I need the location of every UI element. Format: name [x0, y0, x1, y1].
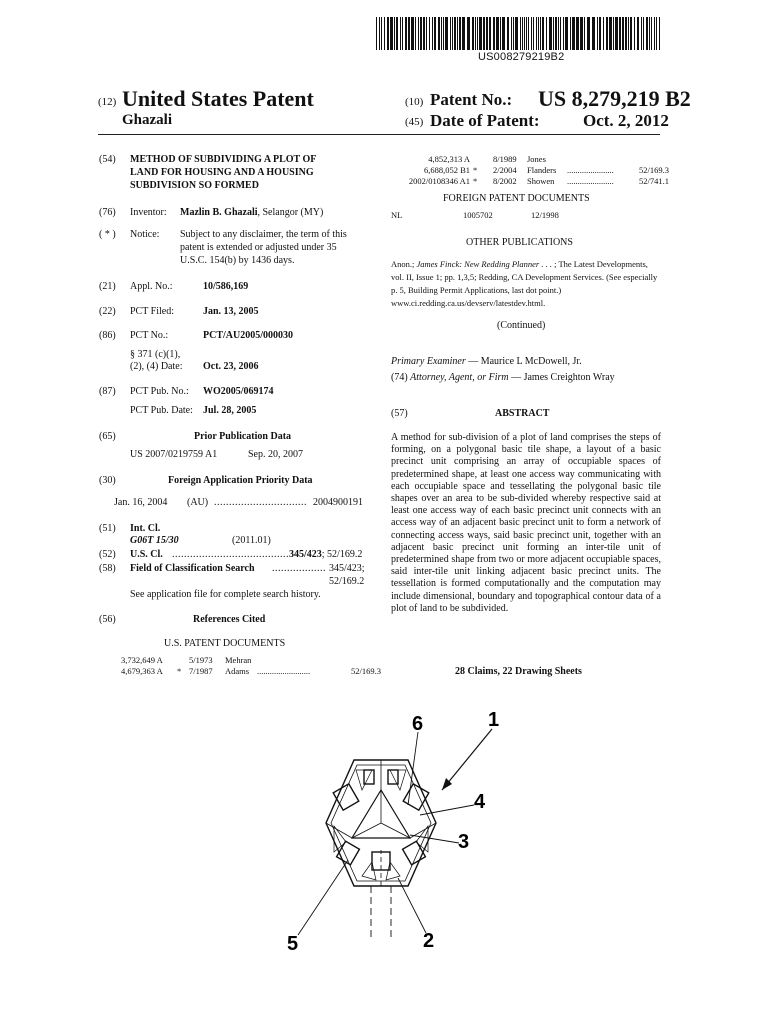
- inventor-surname: Ghazali: [122, 112, 173, 128]
- inventor-name: Mazlin B. Ghazali: [180, 207, 258, 218]
- barcode-bar: [643, 17, 644, 50]
- section-371-date: Oct. 23, 2006: [203, 361, 259, 372]
- us-cl-dots: .......................................: [172, 549, 289, 560]
- barcode-bar: [511, 17, 512, 50]
- barcode-bar: [429, 17, 430, 50]
- barcode-bar: [489, 17, 491, 50]
- barcode-bar: [597, 17, 598, 50]
- barcode-bar: [659, 17, 660, 50]
- barcode-bar: [649, 17, 650, 50]
- barcode-bar: [402, 17, 403, 50]
- field-search-dots: ..................: [272, 563, 326, 574]
- prior-pub-date: Sep. 20, 2007: [248, 449, 303, 460]
- barcode-bar: [507, 17, 509, 50]
- barcode-bar: [454, 17, 456, 50]
- barcode-bar: [641, 17, 642, 50]
- pct-filed-value: Jan. 13, 2005: [203, 306, 259, 317]
- us-cl-primary: 345/423: [289, 549, 322, 560]
- other-pub-title: James Finck: New Redding Planner . . .: [416, 259, 555, 269]
- abstract-body: A method for sub-division of a plot of land comprises the steps of forming, on a polygonal basic tile shape, a layout of a basic precinct unit comprising an array of occupiable spaces of predetermined shape, at least one access way communicating with each occupiable space and tessellating the polygonal basic tile shapes over an area to be sub-divided whereby respective said at least one access way of each basic precinct unit connects with an access way of an adjacent basic precinct unit to form a network of connecting access ways, said basic precinct unit, together with an adjacent basic precinct unit forming an inter-tile unit of predetermined shape from two or more adjacent occupiable spaces, said inter-tile unit linking adjacent basic precinct units. The tessellation is formed computationally and the computation may include dimensional, boundary and topographical contour data of a plot of land to be subdivided.: [391, 432, 661, 614]
- barcode-bar: [572, 17, 575, 50]
- barcode-bar: [622, 17, 624, 50]
- barcode-bar: [387, 17, 389, 50]
- appl-no-label: Appl. No.:: [130, 281, 173, 292]
- barcode-bar: [546, 17, 547, 50]
- int-cl-label: Int. Cl.: [130, 523, 161, 534]
- inid-56: (56): [99, 614, 116, 625]
- foreign-country: NL: [391, 210, 403, 220]
- inid-86: (86): [99, 330, 116, 341]
- inid-58: (58): [99, 563, 116, 574]
- barcode-bar: [531, 17, 532, 50]
- hatch-corner: [386, 862, 400, 880]
- barcode-bar: [570, 17, 571, 50]
- priority-date: Jan. 16, 2004: [114, 497, 168, 508]
- barcode-bar: [502, 17, 505, 50]
- foreign-number: 1005702: [463, 210, 493, 220]
- ref-number: 3,732,649 A: [121, 655, 163, 665]
- barcode-bar: [522, 17, 523, 50]
- barcode-bar: [558, 17, 559, 50]
- representative-drawing: [240, 700, 520, 990]
- notice-line-1: Subject to any disclaimer, the term of this: [180, 229, 347, 240]
- notice-code: ( * ): [99, 229, 116, 240]
- ref-dots: ......................: [567, 176, 614, 186]
- primary-examiner: [391, 356, 582, 367]
- figure-label: 1: [488, 709, 500, 731]
- pct-pub-date-value: Jul. 28, 2005: [203, 405, 257, 416]
- examiner-label: Primary Examiner: [391, 356, 466, 367]
- inventor-place: , Selangor (MY): [257, 207, 324, 218]
- figure-label: 3: [458, 831, 470, 853]
- inid-12: (12): [98, 96, 117, 108]
- inid-21: (21): [99, 281, 116, 292]
- barcode-bar: [528, 17, 529, 50]
- pct-filed-label: PCT Filed:: [130, 306, 174, 317]
- pct-no-label: PCT No.:: [130, 330, 169, 341]
- inid-45: (45): [405, 116, 424, 128]
- barcode-bar: [418, 17, 419, 50]
- section-371-line-1: § 371 (c)(1),: [130, 349, 181, 360]
- barcode-bar: [376, 17, 377, 50]
- hatch-corner: [416, 826, 428, 852]
- barcode-bar: [445, 17, 448, 50]
- prior-pub-number: US 2007/0219759 A1: [130, 449, 218, 460]
- barcode-bar: [500, 17, 501, 50]
- notice-line-2: patent is extended or adjusted under 35: [180, 242, 337, 253]
- barcode-bar: [634, 17, 635, 50]
- ref-date: 8/2002: [493, 176, 517, 186]
- document-type-title: United States Patent: [122, 86, 314, 111]
- barcode-bar: [526, 17, 527, 50]
- examiner-name: — Maurice L McDowell, Jr.: [465, 356, 582, 367]
- barcode-bar: [613, 17, 614, 50]
- patent-number: US 8,279,219 B2: [538, 86, 691, 111]
- foreign-docs-heading: FOREIGN PATENT DOCUMENTS: [443, 193, 590, 204]
- foreign-date: 12/1998: [531, 210, 559, 220]
- inid-22: (22): [99, 306, 116, 317]
- barcode-bar: [576, 17, 579, 50]
- barcode-bar: [560, 17, 561, 50]
- barcode-bar: [411, 17, 414, 50]
- us-cl-value: [289, 549, 362, 560]
- other-publication: [391, 258, 661, 310]
- inventor-field: [180, 207, 323, 218]
- barcode-bar: [630, 17, 632, 50]
- occupiable-space: [388, 770, 398, 784]
- appl-no-value: 10/586,169: [203, 281, 249, 292]
- barcode-bar: [396, 17, 398, 50]
- references-heading: References Cited: [193, 614, 266, 625]
- barcode-bar: [609, 17, 612, 50]
- ref-class: 52/169.3: [639, 165, 669, 175]
- barcode-bar: [580, 17, 583, 50]
- barcode-bar: [625, 17, 627, 50]
- barcode-bar: [405, 17, 407, 50]
- section-371-line-2: (2), (4) Date:: [130, 361, 183, 372]
- barcode-bar: [450, 17, 451, 50]
- foreign-ref-row: [391, 210, 559, 220]
- barcode-bar: [536, 17, 537, 50]
- ref-number: 2002/0108346 A1: [408, 176, 470, 186]
- ref-number: 6,688,052 B1: [423, 165, 470, 175]
- barcode-bar: [452, 17, 453, 50]
- pct-no-value: PCT/AU2005/000030: [203, 330, 293, 341]
- barcode-bar: [520, 17, 521, 50]
- barcode-bar: [540, 17, 541, 50]
- ref-row: [410, 154, 546, 164]
- barcode-bar: [493, 17, 495, 50]
- barcode-bar: [524, 17, 525, 50]
- title-line-1: METHOD OF SUBDIVIDING A PLOT OF: [130, 154, 317, 165]
- barcode-bar: [426, 17, 427, 50]
- date-of-patent: Oct. 2, 2012: [583, 111, 669, 130]
- us-cl-secondary: ; 52/169.2: [321, 549, 363, 560]
- ref-name: Showen: [527, 176, 555, 186]
- barcode-bar: [538, 17, 539, 50]
- ref-star: *: [177, 666, 182, 676]
- ref-row: [396, 176, 669, 186]
- ref-date: 8/1989: [493, 154, 517, 164]
- barcode-bar: [513, 17, 514, 50]
- inid-52: (52): [99, 549, 116, 560]
- pct-pub-no-value: WO2005/069174: [203, 386, 274, 397]
- barcode-bar: [555, 17, 557, 50]
- barcode-bar: [599, 17, 601, 50]
- barcode-bar: [390, 17, 393, 50]
- search-history-note: See application file for complete search history.: [130, 589, 321, 600]
- barcode-bar: [533, 17, 534, 50]
- figure-label: 5: [287, 933, 299, 955]
- ref-dots: ......................: [567, 165, 614, 175]
- inventor-label: Inventor:: [130, 207, 167, 218]
- barcode-bar: [472, 17, 474, 50]
- ref-name: Adams: [225, 666, 250, 676]
- ref-name: Mehran: [225, 655, 252, 665]
- barcode-bar: [628, 17, 629, 50]
- ref-class: 52/741.1: [639, 176, 669, 186]
- barcode-number: US008279219B2: [478, 51, 565, 63]
- barcode-bar: [549, 17, 552, 50]
- barcode-bar: [584, 17, 585, 50]
- barcode-bar: [619, 17, 621, 50]
- barcode-bar: [420, 17, 422, 50]
- barcode-bar: [592, 17, 595, 50]
- patent-number-label: Patent No.:: [430, 90, 513, 109]
- barcode-bar: [443, 17, 444, 50]
- int-cl-class: G06T 15/30: [130, 535, 179, 546]
- ref-row: [410, 165, 669, 175]
- barcode-bar: [415, 17, 416, 50]
- ref-dots: .........................: [257, 666, 311, 676]
- barcode-bar: [381, 17, 382, 50]
- ref-star: *: [473, 165, 478, 175]
- barcode-bar: [479, 17, 482, 50]
- int-cl-year: (2011.01): [232, 535, 271, 546]
- ref-row: [121, 655, 251, 665]
- barcode-bar: [423, 17, 425, 50]
- other-pub-prefix: Anon.;: [391, 259, 417, 269]
- barcode-bar: [654, 17, 655, 50]
- barcode-bar: [384, 17, 385, 50]
- barcode-bar: [432, 17, 433, 50]
- barcode-bar: [467, 17, 470, 50]
- inid-10: (10): [405, 96, 424, 108]
- occupiable-space: [364, 770, 374, 784]
- barcode-bar: [394, 17, 395, 50]
- figure-label: 4: [474, 791, 486, 813]
- barcode-bar: [475, 17, 476, 50]
- field-search-value-2: 52/169.2: [329, 576, 365, 587]
- ref-row: [121, 666, 381, 676]
- barcode-bar: [483, 17, 485, 50]
- barcode-bar: [462, 17, 465, 50]
- title-line-2: LAND FOR HOUSING AND A HOUSING: [130, 167, 314, 178]
- barcode: [376, 17, 660, 50]
- abstract-heading: ABSTRACT: [495, 408, 550, 419]
- ref-name: Flanders: [527, 165, 557, 175]
- barcode-bar: [542, 17, 544, 50]
- other-pubs-heading: OTHER PUBLICATIONS: [466, 237, 573, 248]
- inid-51: (51): [99, 523, 116, 534]
- priority-dots: ...............................: [214, 497, 307, 508]
- prior-pub-heading: Prior Publication Data: [194, 431, 292, 442]
- barcode-bar: [459, 17, 461, 50]
- ref-date: 7/1987: [189, 666, 213, 676]
- figure-label: 2: [423, 930, 435, 952]
- barcode-bar: [441, 17, 442, 50]
- title-line-3: SUBDIVISION SO FORMED: [130, 180, 259, 191]
- field-search-value-1: 345/423;: [329, 563, 365, 574]
- inid-54: (54): [99, 154, 116, 165]
- barcode-bar: [615, 17, 618, 50]
- inid-65: (65): [99, 431, 116, 442]
- us-patent-docs-heading: U.S. PATENT DOCUMENTS: [164, 638, 286, 649]
- header-divider: [98, 134, 660, 135]
- barcode-bar: [408, 17, 410, 50]
- inid-76: (76): [99, 207, 116, 218]
- pct-pub-no-label: PCT Pub. No.:: [130, 386, 189, 397]
- barcode-bar: [646, 17, 648, 50]
- attorney-field: [391, 372, 615, 383]
- other-pub-details: ; The Latest Developments, vol. II, Issue 1; pp. 1,3,5; Redding, CA Development Services. (See especially p. 5, Building Permit Applications, last dot point.) www.ci.redding.ca.us/devserv/latestdev.html.: [391, 259, 658, 308]
- notice-line-3: U.S.C. 154(b) by 1436 days.: [180, 255, 295, 266]
- barcode-bar: [565, 17, 568, 50]
- ref-number: 4,679,363 A: [121, 666, 163, 676]
- us-cl-label: U.S. Cl.: [130, 549, 163, 560]
- barcode-bar: [486, 17, 488, 50]
- field-search-label: Field of Classification Search: [130, 563, 255, 574]
- barcode-bar: [434, 17, 436, 50]
- barcode-bar: [477, 17, 478, 50]
- barcode-bar: [587, 17, 590, 50]
- barcode-bar: [603, 17, 604, 50]
- barcode-bar: [563, 17, 564, 50]
- barcode-bar: [515, 17, 518, 50]
- attorney-name: — James Creighton Wray: [508, 372, 615, 383]
- date-of-patent-label: Date of Patent:: [430, 111, 540, 130]
- barcode-bar: [400, 17, 401, 50]
- inid-30: (30): [99, 475, 116, 486]
- ref-class: 52/169.3: [351, 666, 381, 676]
- inid-87: (87): [99, 386, 116, 397]
- pct-pub-date-label: PCT Pub. Date:: [130, 405, 193, 416]
- inid-57: (57): [391, 408, 408, 419]
- priority-number: 2004900191: [313, 497, 363, 508]
- inid-74: (74): [391, 372, 408, 383]
- foreign-priority-heading: Foreign Application Priority Data: [168, 475, 313, 486]
- barcode-bar: [656, 17, 657, 50]
- barcode-bar: [637, 17, 639, 50]
- barcode-bar: [606, 17, 608, 50]
- ref-date: 5/1973: [189, 655, 213, 665]
- barcode-bar: [379, 17, 380, 50]
- barcode-bar: [457, 17, 458, 50]
- ref-name: Jones: [527, 154, 546, 164]
- hatch-corner: [334, 826, 346, 852]
- priority-country: (AU): [187, 497, 209, 508]
- ref-star: *: [473, 176, 478, 186]
- barcode-bar: [553, 17, 554, 50]
- notice-label: Notice:: [130, 229, 160, 240]
- hatch-corner: [362, 862, 376, 880]
- barcode-bar: [438, 17, 440, 50]
- claims-summary: 28 Claims, 22 Drawing Sheets: [455, 666, 582, 677]
- attorney-label: Attorney, Agent, or Firm: [410, 372, 509, 383]
- ref-number: 4,852,313 A: [428, 154, 470, 164]
- continued-note: (Continued): [497, 320, 546, 331]
- barcode-bar: [651, 17, 652, 50]
- figure-label: 6: [412, 713, 424, 735]
- barcode-bar: [496, 17, 499, 50]
- ref-date: 2/2004: [493, 165, 517, 175]
